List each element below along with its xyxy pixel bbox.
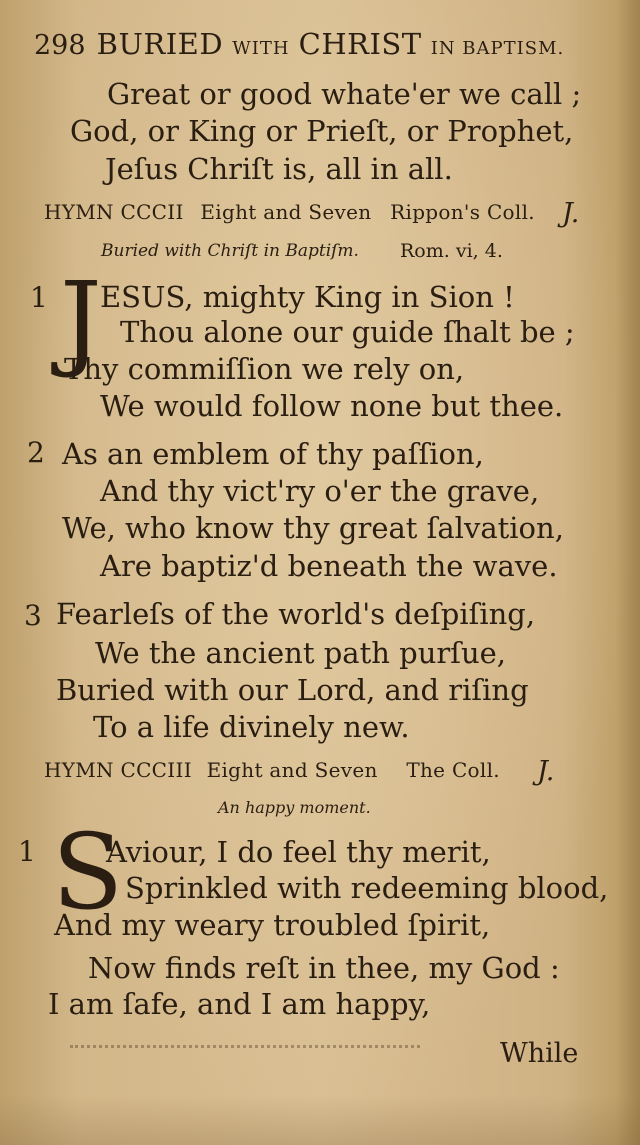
- hymn-202-verse-3-line-3: Buried with our Lord, and riſing: [56, 673, 529, 707]
- hymn-202-verse-3-line-2: We the ancient path purſue,: [95, 636, 507, 670]
- hymn-203-subtitle: An happy moment.: [218, 798, 371, 817]
- hymn-203-verse-1-line-2: Sprinkled with redeeming blood,: [125, 871, 609, 905]
- hymn-202-heading-line: [44, 202, 535, 222]
- faded-ink-line: [70, 1045, 420, 1054]
- hymn-202-verse-2-line-4: Are baptiz'd beneath the wave.: [100, 549, 558, 583]
- catchword: While: [500, 1038, 579, 1069]
- hymn-202-verse-3-number: 3: [24, 599, 42, 632]
- hymn-203-number: HYMN CCCIII: [44, 758, 192, 782]
- hymn-202-verse-3-line-1: Fearleſs of the world's deſpiſing,: [56, 597, 536, 631]
- hymn-203-verse-1-line-1: Aviour, I do feel thy merit,: [106, 835, 491, 869]
- continuation-line-3: Jeſus Chriſt is, all in all.: [105, 152, 453, 186]
- hymn-203-meter: Eight and Seven: [206, 758, 378, 782]
- hymn-203-verse-1-number: 1: [18, 835, 36, 868]
- running-header: [34, 27, 565, 61]
- header-title-christ: CHRIST: [298, 27, 422, 61]
- header-title-with: WITH: [232, 38, 290, 59]
- hymn-202-verse-1-line-4: We would follow none but thee.: [100, 389, 564, 423]
- hymn-202-verse-3-line-4: To a life divinely new.: [93, 710, 410, 744]
- continuation-line-2: God, or King or Prieſt, or Prophet,: [70, 114, 574, 148]
- hymn-202-verse-1-line-3: Thy commiſſion we rely on,: [64, 352, 465, 386]
- hymn-203-verse-1-line-4: Now finds reſt in thee, my God :: [88, 951, 560, 985]
- header-title-buried: BURIED: [96, 27, 224, 61]
- hymn-203-source: The Coll.: [406, 758, 500, 782]
- hymn-203-verse-1-line-3: And my weary troubled ſpirit,: [54, 908, 491, 942]
- hymn-202-verse-1-line-1: ESUS, mighty King in Sion !: [100, 280, 515, 314]
- hymn-202-verse-2-number: 2: [27, 436, 45, 469]
- hymn-202-subtitle: Buried with Chriſt in Baptiſm.: [101, 241, 359, 261]
- hymn-203-author-mark: J.: [537, 756, 555, 787]
- hymn-202-verse-2-line-3: We, who know thy great ſalvation,: [62, 511, 564, 545]
- hymn-202-verse-2-line-2: And thy vict'ry o'er the grave,: [100, 474, 540, 508]
- continuation-line-1: Great or good whate'er we call ;: [107, 77, 582, 111]
- hymn-202-verse-2-line-1: As an emblem of thy paſſion,: [62, 437, 484, 471]
- hymn-202-author-mark: J.: [562, 198, 580, 229]
- page-bottom-shadow: [0, 1095, 640, 1145]
- hymn-203-heading-line: [44, 760, 500, 780]
- hymn-203-verse-1-line-5: I am ſafe, and I am happy,: [48, 987, 431, 1021]
- hymn-202-scripture: Rom. vi, 4.: [400, 240, 503, 262]
- page-edge-shadow: [616, 0, 640, 1145]
- hymn-202-meter: Eight and Seven: [200, 200, 372, 224]
- hymn-202-number: HYMN CCCII: [44, 200, 184, 224]
- header-title-in-baptism: IN BAPTISM.: [430, 38, 565, 59]
- hymn-202-verse-1-number: 1: [30, 281, 48, 314]
- page-number: 298: [34, 30, 86, 61]
- hymn-202-source: Rippon's Coll.: [390, 200, 535, 224]
- hymn-202-verse-1-line-2: Thou alone our guide ſhalt be ;: [120, 315, 575, 349]
- hymn-203-dropcap: S: [52, 811, 124, 933]
- hymn-202-dropcap: J: [60, 259, 102, 381]
